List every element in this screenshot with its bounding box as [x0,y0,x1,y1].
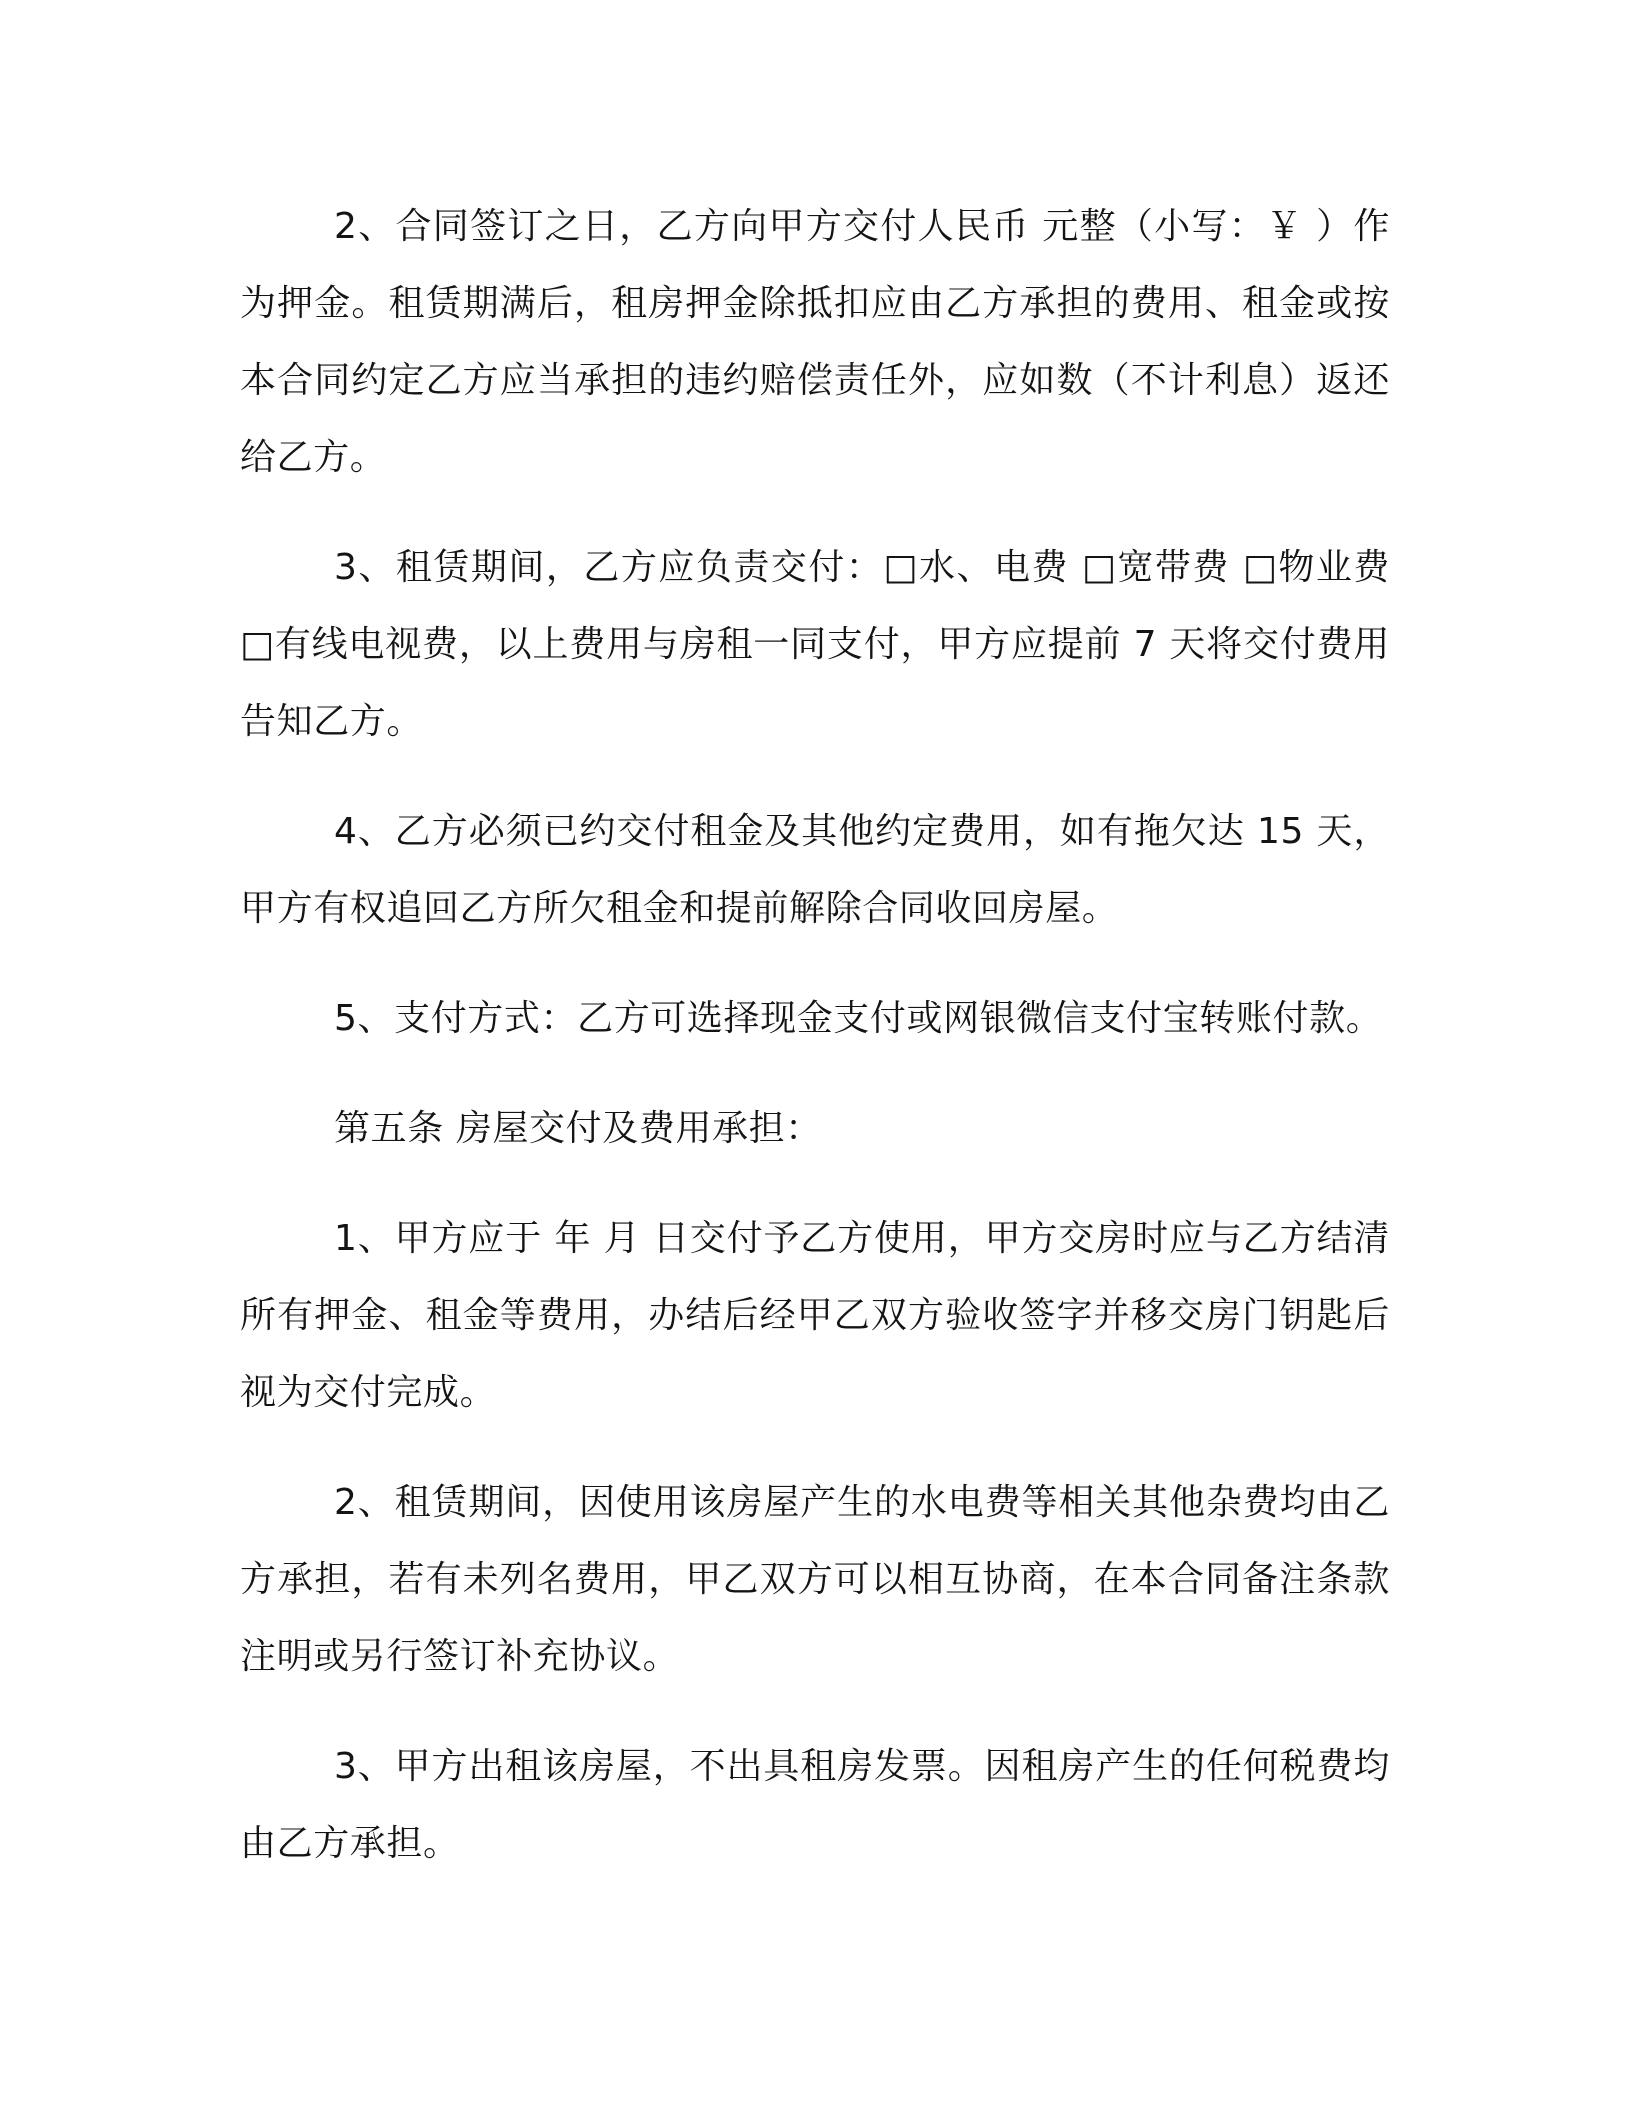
paragraph-payment-method: 5、支付方式：乙方可选择现金支付或网银微信支付宝转账付款。 [334,998,1383,1039]
paragraph-gap [240,947,1390,980]
paragraph-gap [240,496,1390,529]
paragraph-gap [240,1057,1390,1090]
paragraph-taxes: 3、甲方出租该房屋，不出具租房发票。因租房产生的任何税费均由乙方承担。 [240,1746,1390,1864]
paragraph-handover: 1、甲方应于 年 月 日交付予乙方使用，甲方交房时应与乙方结清所有押金、租金等费用，办结后经甲乙双方验收签字并移交房门钥匙后视为交付完成。 [240,1218,1390,1413]
paragraph-gap [240,1167,1390,1200]
section-heading-article-5: 第五条 房屋交付及费用承担： [334,1108,822,1149]
document-body [240,188,1390,1882]
paragraph-gap [240,1431,1390,1464]
paragraph-gap [240,1695,1390,1728]
paragraph-utility-fees: 3、租赁期间，乙方应负责交付：□水、电费 □宽带费 □物业费□有线电视费，以上费用与房租一同支付，甲方应提前 7 天将交付费用告知乙方。 [240,547,1390,742]
paragraph-deposit: 2、合同签订之日，乙方向甲方交付人民币 元整（小写：￥ ）作为押金。租赁期满后，租房押金除抵扣应由乙方承担的费用、租金或按本合同约定乙方应当承担的违约赔偿责任外，应如数（不计利息）返还给乙方。 [240,206,1390,478]
paragraph-miscellaneous-fees: 2、租赁期间，因使用该房屋产生的水电费等相关其他杂费均由乙方承担，若有未列名费用，甲乙双方可以相互协商，在本合同备注条款注明或另行签订补充协议。 [240,1482,1390,1677]
paragraph-gap [240,760,1390,793]
paragraph-payment-deadline: 4、乙方必须已约交付租金及其他约定费用，如有拖欠达 15 天，甲方有权追回乙方所欠租金和提前解除合同收回房屋。 [240,811,1390,929]
